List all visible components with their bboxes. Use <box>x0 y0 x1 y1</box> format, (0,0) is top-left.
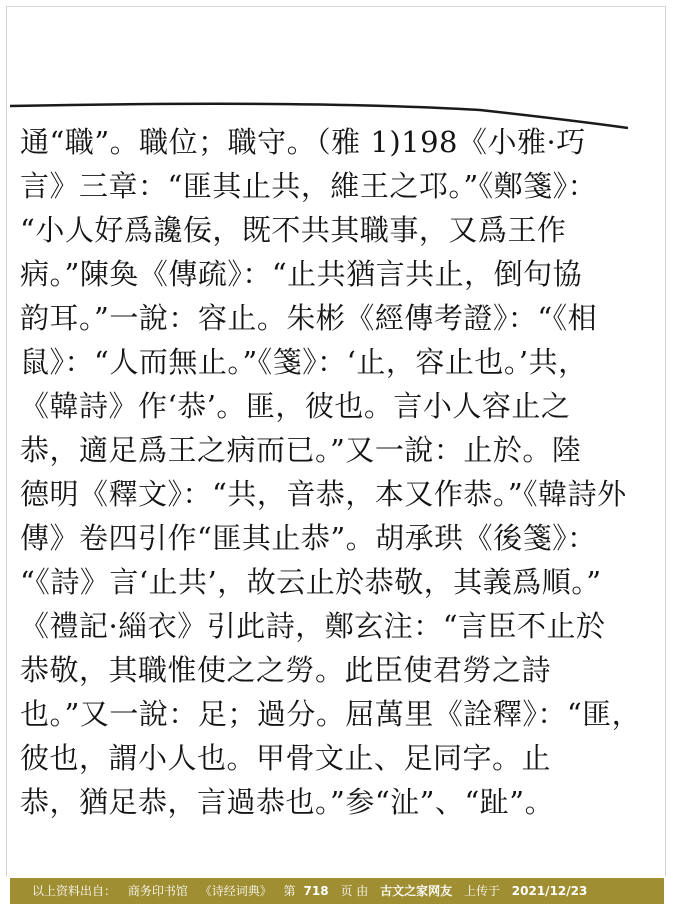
text-line: 恭，猶足恭，言過恭也。”参“沚”、“趾”。 <box>20 785 555 819</box>
footer-page-suffix: 页 由 <box>340 884 369 898</box>
source-footer <box>10 878 664 904</box>
footer-book-title: 《诗经词典》 <box>199 884 272 898</box>
text-line: “小人好爲讒佞，既不共其職事，又爲王作 <box>20 213 567 247</box>
text-line: 《韓詩》作‘恭’。匪，彼也。言小人容止之 <box>20 389 571 423</box>
text-line: 彼也，謂小人也。甲骨文止、足同字。止 <box>20 741 552 775</box>
footer-uploader: 古文之家网友 <box>380 884 453 898</box>
text-line: 言》三章：“匪其止共，維王之邛。”《鄭箋》： <box>20 169 598 203</box>
text-line: 《禮記·緇衣》引此詩，鄭玄注：“言臣不止於 <box>20 609 606 643</box>
footer-page-prefix: 第 <box>283 884 296 898</box>
page-frame-left <box>6 6 7 876</box>
footer-date: 2021/12/23 <box>511 884 588 898</box>
text-line: 韵耳。”一說：容止。朱彬《經傳考證》：“《相 <box>20 301 598 335</box>
text-line: 病。”陳奐《傳疏》：“止共猶言共止，倒句協 <box>20 257 583 291</box>
footer-publisher: 商务印书馆 <box>127 884 188 898</box>
text-line: 恭，適足爲王之病而已。”又一說：止於。陸 <box>20 433 582 467</box>
text-line: 也。”又一說：足；過分。屈萬里《詮釋》：“匪， <box>20 697 642 731</box>
text-line: “《詩》言‘止共’，故云止於恭敬，其義爲順。” <box>20 565 602 599</box>
text-line: 恭敬，其職惟使之之勞。此臣使君勞之詩 <box>20 653 552 687</box>
text-line: 傳》卷四引作“匪其止恭”。胡承珙《後箋》： <box>20 521 597 555</box>
text-line: 通“職”。職位；職守。（雅 1)198《小雅·巧 <box>20 125 586 159</box>
footer-source-prefix: 以上资料出自： <box>32 884 117 898</box>
page-frame-top <box>6 6 666 7</box>
text-line: 鼠》：“人而無止。”《箋》：‘止，容止也。’共， <box>20 345 588 379</box>
page-frame-right <box>665 6 666 876</box>
footer-page-number: 718 <box>303 884 329 898</box>
text-line: 德明《釋文》：“共，音恭，本又作恭。”《韓詩外 <box>20 477 627 511</box>
footer-uploaded-on: 上传于 <box>463 884 500 898</box>
